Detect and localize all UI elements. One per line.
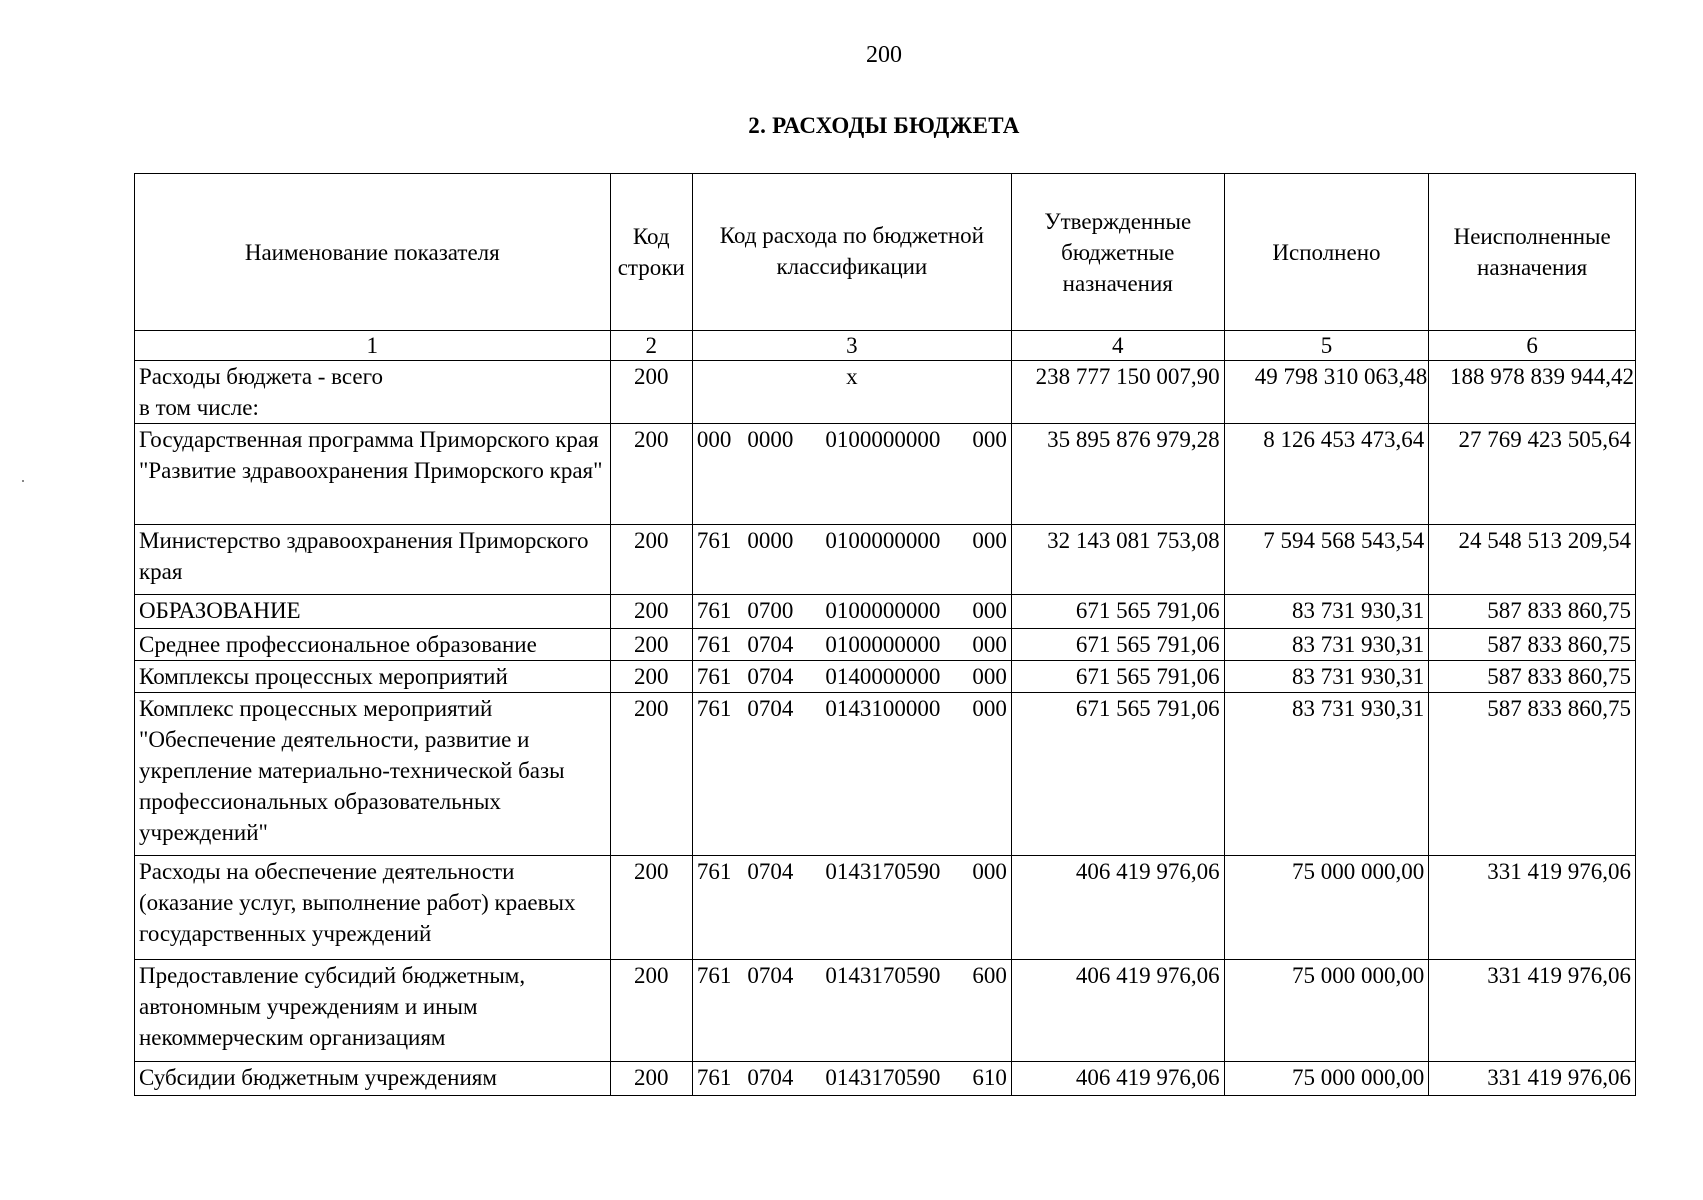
- code-type: 000: [972, 598, 1007, 623]
- code-admin-section: [697, 960, 794, 991]
- row-name: Комплекс процессных мероприятий "Обеспечение деятельности, развитие и укрепление материально-технической базы профессиональных образовательных учреждений": [135, 693, 611, 856]
- code-type: 000: [972, 427, 1007, 452]
- line-code: 200: [610, 595, 692, 629]
- code-admin: 761: [696, 859, 732, 884]
- class-code-parts: [697, 856, 1007, 887]
- code-admin-section: [697, 629, 794, 660]
- executed-amount: 83 731 930,31: [1224, 595, 1429, 629]
- approved-amount: 238 777 150 007,90: [1011, 361, 1224, 424]
- code-section: 0704: [747, 664, 794, 689]
- code-type: 000: [972, 528, 1007, 553]
- total-row: [135, 361, 1636, 424]
- code-section: 0704: [747, 859, 794, 884]
- unexecuted-amount: 587 833 860,75: [1429, 693, 1636, 856]
- column-number: 1: [135, 331, 611, 361]
- line-code: 200: [610, 856, 692, 960]
- class-code-parts: [697, 629, 1007, 660]
- class-code: [692, 525, 1011, 595]
- code-target: 0100000000: [825, 427, 941, 452]
- total-name: Расходы бюджета - всего: [139, 364, 383, 389]
- line-code: 200: [610, 1062, 692, 1096]
- code-type: 000: [972, 696, 1007, 721]
- code-target: 0143170590: [825, 859, 941, 884]
- code-type: 600: [972, 963, 1007, 988]
- line-code: 200: [610, 361, 692, 424]
- unexecuted-amount: 331 419 976,06: [1429, 1062, 1636, 1096]
- unexecuted-amount: 24 548 513 209,54: [1429, 525, 1636, 595]
- class-code-parts: [697, 661, 1007, 692]
- code-admin: 761: [696, 696, 732, 721]
- executed-amount: 83 731 930,31: [1224, 629, 1429, 661]
- approved-amount: 671 565 791,06: [1011, 693, 1224, 856]
- row-name: Среднее профессиональное образование: [135, 629, 611, 661]
- class-code: [692, 693, 1011, 856]
- column-number: 2: [610, 331, 692, 361]
- code-section: 0000: [747, 427, 794, 452]
- code-section: 0704: [747, 963, 794, 988]
- approved-amount: 406 419 976,06: [1011, 960, 1224, 1062]
- code-admin-section: [697, 525, 794, 556]
- header-line-code: Код строки: [610, 174, 692, 331]
- code-type: 000: [972, 859, 1007, 884]
- code-section: 0704: [747, 632, 794, 657]
- class-code: [692, 595, 1011, 629]
- total-name-cell: [135, 361, 611, 424]
- approved-amount: 406 419 976,06: [1011, 1062, 1224, 1096]
- unexecuted-amount: 331 419 976,06: [1429, 856, 1636, 960]
- code-type: 000: [972, 632, 1007, 657]
- class-code: [692, 960, 1011, 1062]
- code-target: 0140000000: [825, 664, 941, 689]
- unexecuted-amount: 27 769 423 505,64: [1429, 424, 1636, 525]
- table-row: [135, 525, 1636, 595]
- approved-amount: 35 895 876 979,28: [1011, 424, 1224, 525]
- executed-amount: 75 000 000,00: [1224, 1062, 1429, 1096]
- code-target: 0143170590: [825, 963, 941, 988]
- unexecuted-amount: 587 833 860,75: [1429, 661, 1636, 693]
- row-name: Комплексы процессных мероприятий: [135, 661, 611, 693]
- line-code: 200: [610, 424, 692, 525]
- line-code: 200: [610, 525, 692, 595]
- column-number: 5: [1224, 331, 1429, 361]
- header-executed: Исполнено: [1224, 174, 1429, 331]
- executed-amount: 83 731 930,31: [1224, 661, 1429, 693]
- scan-speck: [22, 480, 24, 482]
- table-row: [135, 595, 1636, 629]
- row-name: Расходы на обеспечение деятельности (оказание услуг, выполнение работ) краевых государственных учреждений: [135, 856, 611, 960]
- code-admin-section: [697, 1062, 794, 1093]
- class-code: [692, 1062, 1011, 1096]
- class-code-parts: [697, 960, 1007, 991]
- table-row: [135, 1062, 1636, 1096]
- approved-amount: 406 419 976,06: [1011, 856, 1224, 960]
- code-target: 0100000000: [825, 632, 941, 657]
- code-admin-section: [697, 856, 794, 887]
- table-row: [135, 661, 1636, 693]
- class-code: [692, 661, 1011, 693]
- executed-amount: 75 000 000,00: [1224, 856, 1429, 960]
- table-row: [135, 424, 1636, 525]
- header-class-code: Код расхода по бюджетной классификации: [692, 174, 1011, 331]
- line-code: 200: [610, 960, 692, 1062]
- executed-amount: 7 594 568 543,54: [1224, 525, 1429, 595]
- code-target: 0100000000: [825, 528, 941, 553]
- class-code: [692, 629, 1011, 661]
- code-type: 610: [972, 1065, 1007, 1090]
- class-code-parts: [697, 595, 1007, 626]
- code-target: 0143100000: [825, 696, 941, 721]
- code-admin-section: [697, 661, 794, 692]
- executed-amount: 75 000 000,00: [1224, 960, 1429, 1062]
- row-name: Субсидии бюджетным учреждениям: [135, 1062, 611, 1096]
- code-admin: 761: [696, 963, 732, 988]
- executed-amount: 49 798 310 063,48: [1224, 361, 1429, 424]
- row-name: Государственная программа Приморского края "Развитие здравоохранения Приморского края": [135, 424, 611, 525]
- code-section: 0704: [747, 696, 794, 721]
- table-row: [135, 693, 1636, 856]
- executed-amount: 83 731 930,31: [1224, 693, 1429, 856]
- row-name: ОБРАЗОВАНИЕ: [135, 595, 611, 629]
- code-admin: 761: [696, 664, 732, 689]
- class-code-parts: [697, 693, 1007, 724]
- column-number: 6: [1429, 331, 1636, 361]
- column-number: 3: [692, 331, 1011, 361]
- class-code: [692, 856, 1011, 960]
- approved-amount: 671 565 791,06: [1011, 595, 1224, 629]
- line-code: 200: [610, 629, 692, 661]
- code-target: 0100000000: [825, 598, 941, 623]
- table-row: [135, 856, 1636, 960]
- budget-expenses-table: [134, 173, 1636, 1096]
- table-row: [135, 960, 1636, 1062]
- class-code-parts: [697, 424, 1007, 455]
- approved-amount: 32 143 081 753,08: [1011, 525, 1224, 595]
- class-code: x: [692, 361, 1011, 424]
- code-admin: 761: [696, 598, 732, 623]
- unexecuted-amount: 587 833 860,75: [1429, 629, 1636, 661]
- unexecuted-amount: 331 419 976,06: [1429, 960, 1636, 1062]
- code-section: 0000: [747, 528, 794, 553]
- code-admin: 761: [696, 632, 732, 657]
- executed-amount: 8 126 453 473,64: [1224, 424, 1429, 525]
- unexecuted-amount: 188 978 839 944,42: [1429, 361, 1636, 424]
- unexecuted-amount: 587 833 860,75: [1429, 595, 1636, 629]
- approved-amount: 671 565 791,06: [1011, 629, 1224, 661]
- approved-amount: 671 565 791,06: [1011, 661, 1224, 693]
- code-admin: 000: [696, 427, 732, 452]
- code-type: 000: [972, 664, 1007, 689]
- row-name: Министерство здравоохранения Приморского края: [135, 525, 611, 595]
- code-admin-section: [697, 424, 794, 455]
- table-row: [135, 629, 1636, 661]
- header-approved: Утвержденные бюджетные назначения: [1011, 174, 1224, 331]
- class-code-parts: [697, 1062, 1007, 1093]
- class-code-parts: [697, 525, 1007, 556]
- line-code: 200: [610, 693, 692, 856]
- code-admin: 761: [696, 528, 732, 553]
- line-code: 200: [610, 661, 692, 693]
- row-name: Предоставление субсидий бюджетным, автономным учреждениям и иным некоммерческим организациям: [135, 960, 611, 1062]
- code-admin-section: [697, 693, 794, 724]
- column-number: 4: [1011, 331, 1224, 361]
- class-code: [692, 424, 1011, 525]
- code-admin-section: [697, 595, 794, 626]
- section-title: 2. РАСХОДЫ БЮДЖЕТА: [748, 113, 1020, 138]
- header-row: [135, 174, 1636, 331]
- code-admin: 761: [696, 1065, 732, 1090]
- header-unexecuted: Неисполненные назначения: [1429, 174, 1636, 331]
- code-section: 0700: [747, 598, 794, 623]
- code-target: 0143170590: [825, 1065, 941, 1090]
- page-number: 200: [866, 42, 902, 68]
- total-subtitle: в том числе:: [139, 395, 259, 420]
- column-numbers-row: [135, 331, 1636, 361]
- header-name: Наименование показателя: [135, 174, 611, 331]
- code-section: 0704: [747, 1065, 794, 1090]
